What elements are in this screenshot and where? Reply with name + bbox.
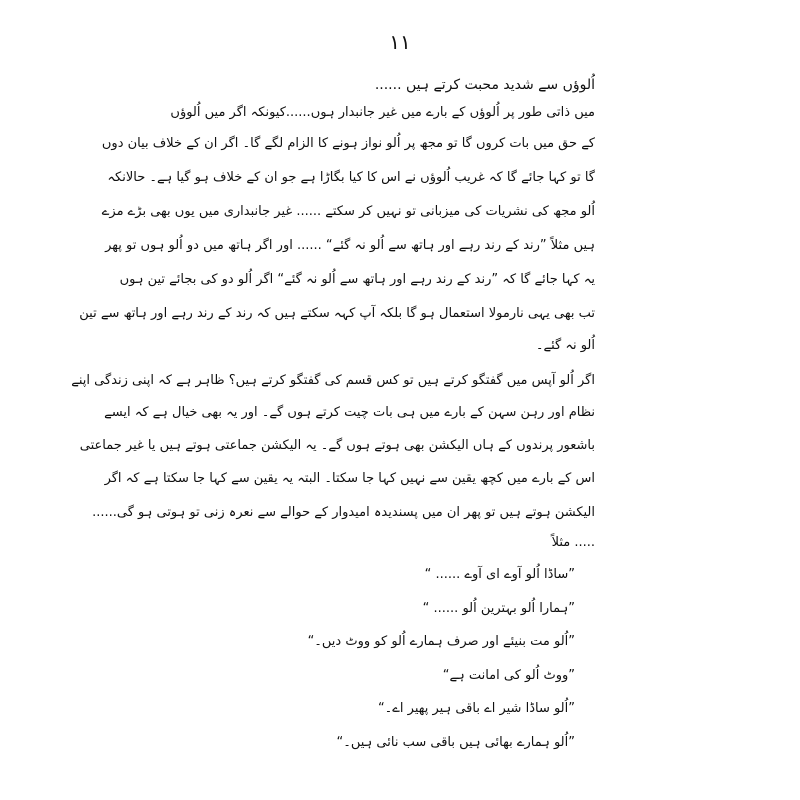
paragraph-line: یہ کہا جائے گا کہ ”رند کے رند رہے اور ہاتھ سے اُلو نہ گئے“ اگر اُلو دو کی بجائے تین ہوں (119, 272, 595, 287)
paragraph-line: گا تو کہا جائے گا کہ غریب اُلوؤں نے اس کا کیا بگاڑا ہے جو ان کے خلاف ہو گیا ہے۔ حالانکہ (107, 170, 595, 185)
paragraph-line: ہیں مثلاً ”رند کے رند رہے اور ہاتھ سے اُلو نہ گئے“ ...... اور اگر ہاتھ میں دو اُلو ہوں تو پھر (105, 238, 595, 253)
slogan-item: ”ہمارا اُلو بہترین اُلو ...... “ (422, 601, 575, 616)
slogan-item: ”ساڈا اُلو آوے ای آوے ...... “ (424, 567, 575, 582)
paragraph-line: میں ذاتی طور پر اُلوؤں کے بارے میں غیر جانبدار ہوں......کیونکہ اگر میں اُلوؤں (170, 105, 595, 120)
paragraph-line: تب بھی یہی نارمولا استعمال ہو گا بلکہ آپ کہہ سکتے ہیں کہ رند کے رند رہے اور ہاتھ سے تین (79, 306, 595, 321)
slogan-item: ”ووٹ اُلو کی امانت ہے“ (442, 668, 575, 683)
example-intro: ..... مثلاً (551, 535, 595, 550)
slogan-item: ”اُلو مت بنیئے اور صرف ہمارے اُلو کو ووٹ دیں۔“ (307, 634, 575, 649)
paragraph-line: باشعور پرندوں کے ہاں الیکشن بھی ہوتے ہوں گے۔ یہ الیکشن جماعتی ہوتے ہیں یا غیر جماعتی (79, 438, 595, 453)
page-number: ١١ (389, 30, 411, 54)
paragraph-line: نظام اور رہن سہن کے بارے میں ہی بات چیت کرتے ہوں گے۔ اور یہ بھی خیال ہے کہ ایسے (104, 405, 595, 420)
paragraph-line: کے حق میں بات کروں گا تو مجھ پر اُلو نواز ہونے کا الزام لگے گا۔ اگر ان کے خلاف بیان دوں (101, 136, 595, 151)
paragraph-line: اُلو مجھ کی نشریات کی میزبانی تو نہیں کر سکتے ...... غیر جانبداری میں یوں بھی بڑے مزے (101, 204, 595, 219)
paragraph-last-line: اُلو نہ گئے۔ (535, 338, 595, 353)
paragraph-line: اگر اُلو آپس میں گفتگو کرتے ہیں تو کس قسم کی گفتگو کرتے ہیں؟ ظاہر ہے کہ اپنی زندگی اپنے (71, 373, 595, 388)
paragraph-line: الیکشن ہوتے ہیں تو پھر ان میں پسندیدہ امیدوار کے حوالے سے نعرہ زنی تو ہوتی ہو گی...... (92, 505, 595, 520)
slogan-item: ”اُلو ساڈا شیر اے باقی ہیر پھیر اے۔“ (377, 701, 575, 716)
section-heading: اُلوؤں سے شدید محبت کرتے ہیں ...... (374, 77, 595, 93)
slogan-item: ”اُلو ہمارے بھائی ہیں باقی سب نائی ہیں۔“ (336, 735, 575, 750)
paragraph-line: اس کے بارے میں کچھ یقین سے نہیں کہا جا سکتا۔ البتہ یہ یقین سے کہا جا سکتا ہے کہ اگر (104, 471, 595, 486)
